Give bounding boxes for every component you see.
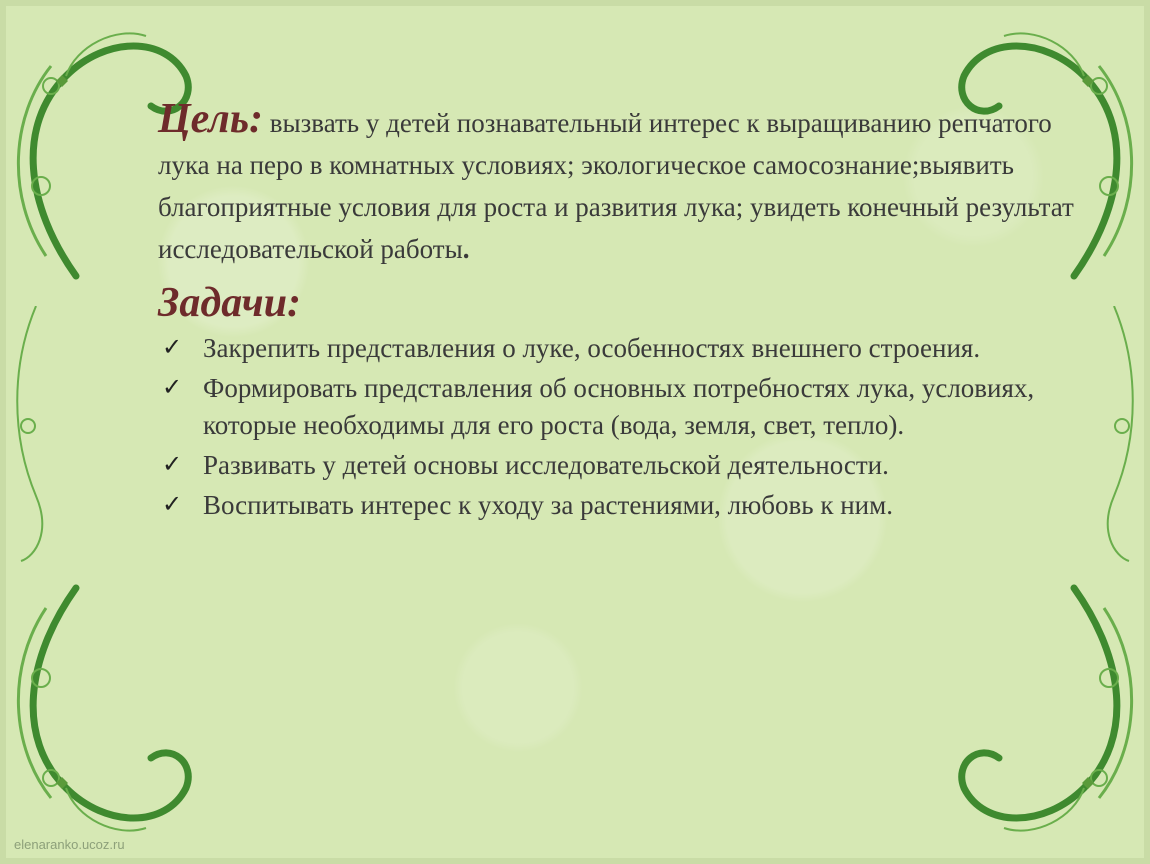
task-item [158,487,1078,524]
tasks-list [158,330,1078,524]
task-text: Закрепить представления о луке, особенностях внешнего строения. [203,333,981,363]
corner-ornament-bottom-left [6,578,206,858]
corner-ornament-bottom-right [944,578,1144,858]
side-ornament-right [1084,306,1144,566]
goal-text: вызвать у детей познавательный интерес к выращиванию репчатого лука на перо в комнатных условиях; экологическое самосознание;выявить благоприятные условия для роста и развития лука; увидеть конечный результат исследовательской работы [158,108,1074,264]
task-text: Развивать у детей основы исследовательской деятельности. [203,450,889,480]
goal-paragraph [158,98,1078,270]
goal-end-mark: . [462,234,470,264]
tasks-heading: Задачи: [158,280,302,326]
side-ornament-left [6,306,66,566]
checkmark-icon: ✓ [162,375,183,401]
task-text: Формировать представления об основных потребностях лука, условиях, которые необходимы для его роста (вода, земля, свет, тепло). [203,373,1035,440]
goal-heading: Цель: [158,96,263,142]
checkmark-icon: ✓ [162,492,183,518]
task-item [158,330,1078,367]
checkmark-icon: ✓ [162,452,183,478]
task-item [158,447,1078,484]
watermark: elenaranko.ucoz.ru [14,837,125,852]
task-item [158,370,1078,444]
slide-content [158,98,1078,527]
checkmark-icon: ✓ [162,335,183,361]
task-text: Воспитывать интерес к уходу за растениями, любовь к ним. [203,490,893,520]
